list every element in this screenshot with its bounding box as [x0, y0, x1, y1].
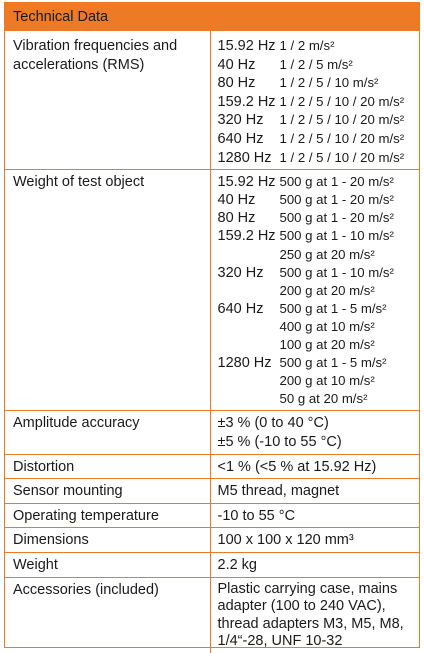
spec-label: Dimensions	[5, 528, 210, 553]
frequency-entry	[218, 209, 420, 227]
spec-value: 2.2 kg	[210, 552, 419, 577]
frequency-values	[280, 191, 420, 209]
spec-value: Plastic carrying case, mains adapter (100 to 240 VAC), thread adapters M3, M5, M8, 1/4“-28, UNF 10-32	[210, 577, 419, 653]
value-line: 500 g at 1 - 20 m/s²	[279, 210, 394, 226]
value-line: 1 / 2 / 5 / 10 / 20 m/s²	[279, 93, 405, 109]
frequency-entry	[218, 264, 420, 300]
value-line: 200 g at 10 m/s²	[279, 373, 375, 389]
spec-row-amplitude	[5, 411, 419, 454]
spec-label: Accessories (included)	[5, 577, 210, 653]
spec-row-distortion	[5, 454, 419, 479]
frequency-label: 159.2 Hz	[217, 93, 276, 110]
frequency-values	[280, 173, 420, 191]
value-line: 500 g at 1 - 5 m/s²	[279, 355, 387, 371]
frequency-values	[280, 111, 420, 130]
spec-value	[210, 411, 419, 454]
value-line: 250 g at 20 m/s²	[279, 246, 375, 262]
frequency-label: 1280 Hz	[217, 149, 272, 166]
value-line: 200 g at 20 m/s²	[279, 282, 375, 298]
spec-row-weight	[5, 552, 419, 577]
frequency-label: 40 Hz	[217, 192, 256, 209]
frequency-values	[280, 149, 420, 168]
value-line: 500 g at 1 - 10 m/s²	[279, 228, 394, 244]
frequency-entry	[218, 130, 420, 149]
value-line: 1 / 2 / 5 / 10 m/s²	[279, 75, 379, 91]
frequency-entry	[218, 227, 420, 263]
frequency-label: 320 Hz	[217, 112, 264, 129]
spec-label: Vibration frequencies and accelerations (RMS)	[13, 38, 178, 73]
spec-row-accessories	[5, 577, 419, 653]
frequency-values	[280, 264, 420, 300]
frequency-values	[280, 37, 420, 56]
frequency-entry	[218, 300, 420, 354]
spec-label: Sensor mounting	[5, 479, 210, 504]
frequency-entry	[218, 93, 420, 112]
vibration-list	[218, 37, 420, 167]
frequency-label: 15.92 Hz	[217, 174, 276, 191]
spec-row-vibration	[5, 31, 419, 170]
spec-value: 100 x 100 x 120 mm³	[210, 528, 419, 553]
frequency-entry	[218, 191, 420, 209]
spec-label: Operating temperature	[5, 503, 210, 528]
value-line: 100 g at 20 m/s²	[279, 337, 375, 352]
value-line: 500 g at 1 - 20 m/s²	[279, 174, 394, 190]
frequency-entry	[218, 56, 420, 75]
amplitude-line: ±5 % (-10 to 55 °C)	[217, 433, 342, 450]
value-line: 50 g at 20 m/s²	[279, 391, 368, 407]
frequency-label: 159.2 Hz	[217, 228, 276, 245]
technical-data-sheet	[4, 2, 420, 648]
value-line: 500 g at 1 - 20 m/s²	[279, 192, 394, 208]
value-line: 500 g at 1 - 10 m/s²	[279, 264, 394, 280]
frequency-entry	[218, 173, 420, 191]
spec-label: Weight of test object	[5, 170, 210, 411]
spec-row-sensor-mounting	[5, 479, 419, 504]
spec-row-operating-temperature	[5, 503, 419, 528]
spec-value: -10 to 55 °C	[210, 503, 419, 528]
value-line: 1 / 2 / 5 m/s²	[279, 56, 353, 72]
frequency-label: 1280 Hz	[217, 355, 272, 372]
frequency-entry	[218, 37, 420, 56]
spec-value	[210, 170, 419, 411]
frequency-values	[280, 130, 420, 149]
spec-value	[210, 31, 419, 170]
frequency-entry	[218, 354, 420, 408]
value-line: 1 / 2 / 5 / 10 / 20 m/s²	[279, 130, 405, 146]
value-line: 1 / 2 m/s²	[279, 38, 335, 53]
frequency-values	[280, 354, 420, 408]
spec-label: Distortion	[5, 454, 210, 479]
value-line: 1 / 2 / 5 / 10 / 20 m/s²	[279, 149, 405, 165]
frequency-label: 80 Hz	[217, 75, 256, 92]
spec-row-dimensions	[5, 528, 419, 553]
frequency-entry	[218, 111, 420, 130]
frequency-values	[280, 93, 420, 112]
frequency-label: 320 Hz	[217, 264, 264, 281]
spec-table	[5, 31, 419, 653]
value-line: 400 g at 10 m/s²	[279, 318, 375, 334]
value-line: 1 / 2 / 5 / 10 / 20 m/s²	[279, 112, 405, 128]
section-header: Technical Data	[5, 3, 419, 31]
frequency-entry	[218, 74, 420, 93]
frequency-label: 640 Hz	[217, 300, 264, 317]
spec-row-weight-test	[5, 170, 419, 411]
spec-value: <1 % (<5 % at 15.92 Hz)	[210, 454, 419, 479]
frequency-values	[280, 227, 420, 263]
frequency-values	[280, 56, 420, 75]
spec-label: Weight	[5, 552, 210, 577]
frequency-values	[280, 74, 420, 93]
weight-test-list	[218, 173, 420, 408]
amplitude-line: ±3 % (0 to 40 °C)	[217, 415, 329, 432]
frequency-label: 80 Hz	[217, 210, 256, 227]
frequency-values	[280, 300, 420, 354]
frequency-label: 640 Hz	[217, 130, 264, 147]
spec-label: Amplitude accuracy	[5, 411, 210, 454]
frequency-values	[280, 209, 420, 227]
frequency-label: 40 Hz	[217, 56, 256, 73]
value-line: 500 g at 1 - 5 m/s²	[279, 300, 387, 316]
frequency-label: 15.92 Hz	[217, 38, 276, 54]
frequency-entry	[218, 149, 420, 168]
spec-value: M5 thread, magnet	[210, 479, 419, 504]
